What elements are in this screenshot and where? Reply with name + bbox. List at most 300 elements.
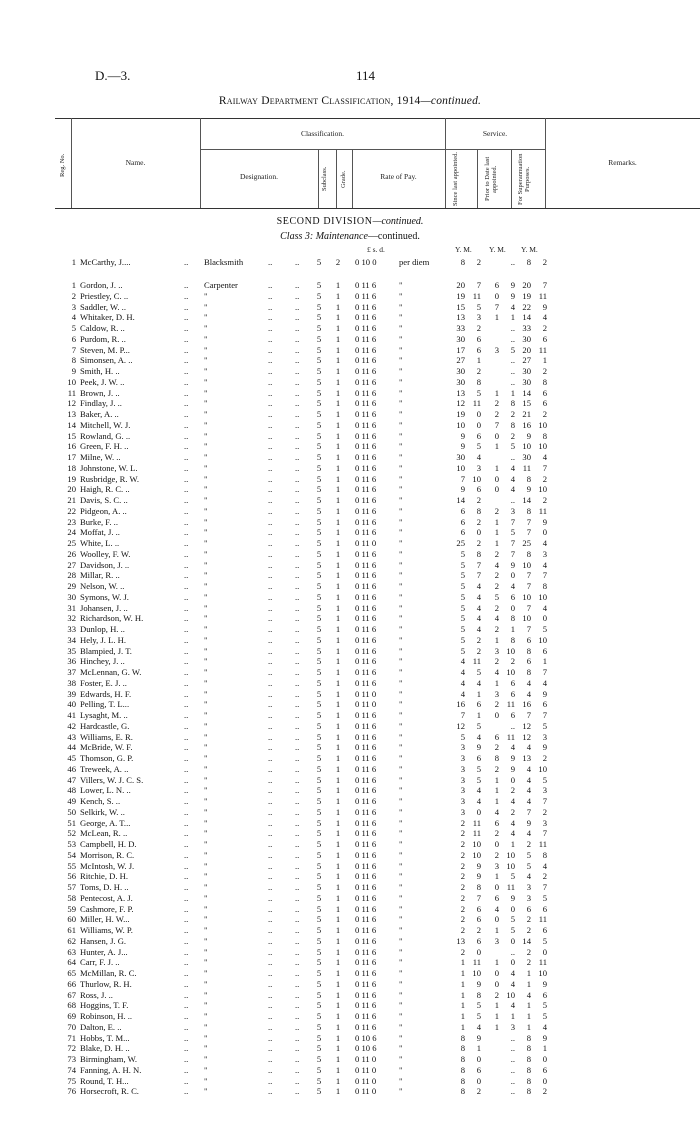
employee-name: Saddler, W. ..	[80, 301, 126, 312]
super-years: 2	[526, 946, 531, 957]
leader-dots: ..	[295, 548, 300, 559]
employee-name: Miller, H. W...	[80, 914, 130, 925]
title-main: Railway Department Classification, 1914	[218, 95, 421, 107]
col-rate: Rate of Pay.	[380, 172, 417, 181]
grade: 1	[335, 548, 341, 559]
leader-dots: ..	[268, 699, 273, 710]
subclass: 5	[316, 828, 322, 839]
leader-dots: ..	[268, 849, 273, 860]
super-months: 5	[542, 1011, 547, 1021]
employee-name: Foster, E. J. ..	[80, 677, 127, 688]
leader-dots: ..	[268, 1086, 273, 1097]
ditto-mark: "	[399, 441, 403, 452]
col-designation: Designation.	[239, 172, 279, 181]
reg-no: 60	[67, 914, 76, 925]
super-years: 1	[526, 1021, 531, 1032]
super-months: 3	[542, 548, 547, 559]
grade: 1	[335, 796, 341, 806]
rate-of-pay: 0 11 6	[355, 323, 377, 333]
super-years: 20	[522, 344, 531, 355]
leader-dots: ..	[268, 419, 273, 430]
table-row	[0, 280, 700, 291]
grade: 1	[335, 323, 341, 333]
since-months: 0	[476, 409, 481, 419]
leader-dots: ..	[184, 914, 189, 925]
since-months: 11	[472, 290, 481, 301]
rate-of-pay: 0 11 6	[355, 548, 377, 559]
subclass: 5	[316, 387, 322, 398]
super-years: 8	[526, 473, 531, 484]
leader-dots: ..	[184, 731, 189, 742]
subclass: 5	[316, 1000, 322, 1011]
rate-of-pay: 0 11 6	[355, 484, 377, 495]
super-years: 1	[526, 978, 531, 989]
since-months: 0	[476, 1054, 481, 1064]
rate-of-pay: 0 11 6	[355, 333, 377, 344]
table-row	[0, 527, 700, 538]
leader-dots: ..	[184, 925, 189, 935]
leader-dots: ..	[295, 957, 300, 968]
table-row	[0, 882, 700, 893]
table-row	[0, 312, 700, 323]
super-months: 4	[542, 860, 547, 871]
since-years: 3	[460, 763, 465, 774]
grade: 1	[335, 871, 341, 882]
grade: 1	[335, 355, 341, 366]
subclass: 5	[316, 280, 322, 290]
ditto-mark: "	[399, 817, 403, 828]
prior-years: 5	[494, 591, 499, 602]
leader-dots: ..	[184, 935, 189, 946]
prior-months: 9	[510, 559, 515, 570]
super-years: 8	[526, 1086, 531, 1097]
table-row	[0, 968, 700, 979]
employee-name: Peek, J. W. ..	[80, 376, 125, 387]
since-years: 12	[456, 720, 465, 731]
leader-dots: ..	[184, 344, 189, 355]
since-years: 6	[460, 527, 465, 538]
reg-no: 25	[67, 538, 76, 548]
since-years: 5	[460, 634, 465, 645]
since-months: 1	[476, 355, 481, 366]
reg-no: 54	[67, 849, 76, 860]
prior-years: 1	[494, 1011, 499, 1021]
table-row	[0, 1000, 700, 1011]
prior-years: 0	[494, 710, 499, 720]
ditto-mark: "	[399, 935, 403, 946]
rate-of-pay: 0 11 6	[355, 1011, 377, 1021]
table-row	[0, 850, 700, 861]
leader-dots: ..	[184, 688, 189, 699]
leader-dots: ..	[295, 366, 300, 376]
leader-dots: ..	[184, 1043, 189, 1054]
prior-months: 2	[510, 806, 515, 817]
leader-dots: ..	[184, 978, 189, 989]
subclass: 5	[316, 505, 322, 516]
super-years: 10	[522, 559, 531, 570]
leader-dots: ..	[184, 817, 189, 828]
super-months: 2	[542, 473, 547, 484]
prior-months: 4	[510, 462, 515, 473]
since-months: 5	[476, 387, 481, 398]
subclass: 5	[316, 753, 322, 763]
ditto-mark: "	[399, 903, 403, 914]
leader-dots: ..	[184, 452, 189, 462]
super-years: 15	[522, 398, 531, 409]
since-years: 13	[456, 935, 465, 946]
since-months: 11	[472, 828, 481, 839]
since-months: 0	[476, 419, 481, 430]
leader-dots: ..	[268, 462, 273, 473]
employee-name: George, A. T...	[80, 817, 131, 828]
reg-no: 74	[67, 1064, 76, 1075]
grade: 1	[335, 667, 341, 677]
employee-name: Williams, E. R.	[80, 731, 133, 742]
employee-name: Moffat, J. ..	[80, 527, 120, 538]
leader-dots: ..	[295, 806, 300, 817]
super-months: 8	[542, 849, 547, 860]
prior-years: 1	[494, 387, 499, 398]
reg-no: 34	[67, 634, 76, 645]
super-years: 6	[526, 656, 531, 667]
super-months: 11	[538, 957, 547, 968]
leader-dots: ..	[184, 720, 189, 731]
subclass: 5	[316, 516, 322, 527]
subclass: 5	[316, 1075, 322, 1086]
reg-no: 48	[67, 785, 76, 796]
super-months: 0	[542, 613, 547, 624]
leader-dots: ..	[184, 548, 189, 559]
super-years: 33	[522, 323, 531, 333]
table-row	[0, 721, 700, 732]
employee-name: Blake, D. H. ..	[80, 1043, 130, 1054]
prior-months: 9	[510, 892, 515, 903]
table-row	[0, 646, 700, 657]
reg-no: 8	[71, 355, 76, 366]
employee-name: McBride, W. F.	[80, 742, 133, 753]
employee-name: McIntosh, W. J.	[80, 860, 135, 871]
super-months: 0	[542, 1054, 547, 1064]
super-months: 11	[538, 344, 547, 355]
grade: 1	[335, 903, 341, 914]
prior-years: 6	[494, 731, 499, 742]
ditto-mark: "	[399, 828, 403, 839]
leader-dots: ..	[268, 742, 273, 753]
leader-dots: ..	[295, 559, 300, 570]
leader-dots: ..	[268, 860, 273, 871]
subclass: 5	[316, 957, 322, 968]
employee-name: Lysaght, M. ..	[80, 710, 128, 720]
grade: 1	[335, 935, 341, 946]
employee-name: Priestley, C. ..	[80, 290, 129, 301]
since-months: 2	[476, 1086, 481, 1097]
table-row	[0, 699, 700, 710]
since-months: 6	[476, 333, 481, 344]
leader-dots: ..	[295, 376, 300, 387]
employee-name: Smith, H. ..	[80, 366, 120, 376]
prior-months: 0	[510, 935, 515, 946]
prior-months: 5	[510, 925, 515, 935]
designation: "	[204, 559, 208, 570]
reg-no: 70	[67, 1021, 76, 1032]
prior-months: 10	[506, 849, 515, 860]
table-row	[0, 452, 700, 463]
leader-dots: ..	[268, 538, 273, 548]
employee-name: Ross, J. ..	[80, 989, 113, 1000]
prior-months: ..	[510, 1043, 515, 1054]
rate-of-pay: 0 11 6	[355, 925, 377, 935]
ditto-mark: "	[399, 624, 403, 634]
employee-name: Green, F. H. ..	[80, 441, 129, 452]
leader-dots: ..	[184, 763, 189, 774]
prior-years: 1	[494, 785, 499, 796]
subclass: 5	[316, 710, 322, 720]
since-years: 2	[460, 892, 465, 903]
since-years: 16	[456, 699, 465, 710]
super-months: 1	[542, 656, 547, 667]
leader-dots: ..	[295, 753, 300, 763]
reg-no: 1	[71, 280, 76, 290]
rate-of-pay: 0 11 6	[355, 290, 377, 301]
since-years: 27	[456, 355, 465, 366]
ditto-mark: "	[399, 892, 403, 903]
super-months: 10	[538, 591, 547, 602]
employee-name: Purdom, R. ..	[80, 333, 126, 344]
subclass: 5	[316, 914, 322, 925]
col-super: For Superannuation Purposes.	[517, 153, 531, 205]
grade: 1	[335, 613, 341, 624]
grade: 1	[335, 828, 341, 839]
leader-dots: ..	[268, 333, 273, 344]
designation: "	[204, 796, 208, 806]
leader-dots: ..	[295, 645, 300, 656]
subclass: 5	[316, 602, 322, 613]
super-years: 7	[526, 581, 531, 591]
leader-dots: ..	[268, 871, 273, 882]
leader-dots: ..	[268, 839, 273, 849]
super-months: 11	[538, 290, 547, 301]
prior-months: ..	[510, 452, 515, 462]
since-years: 4	[460, 677, 465, 688]
prior-months: ..	[510, 1054, 515, 1064]
reg-no: 4	[71, 312, 76, 323]
leader-dots: ..	[295, 527, 300, 538]
employee-name: Campbell, H. D.	[80, 839, 137, 849]
since-years: 9	[460, 430, 465, 441]
table-row	[0, 893, 700, 904]
subclass: 5	[316, 355, 322, 366]
leader-dots: ..	[268, 882, 273, 892]
table-row	[0, 1054, 700, 1065]
reg-no: 63	[67, 946, 76, 957]
super-months: 6	[542, 333, 547, 344]
super-months: 6	[542, 989, 547, 1000]
since-months: 7	[476, 570, 481, 581]
rate-of-pay: 0 11 6	[355, 409, 377, 419]
leader-dots: ..	[295, 430, 300, 441]
rate-of-pay: 0 11 6	[355, 441, 377, 452]
leader-dots: ..	[295, 903, 300, 914]
table-row	[0, 345, 700, 356]
rate-of-pay: 0 11 6	[355, 419, 377, 430]
prior-years: 1	[494, 538, 499, 548]
rate-of-pay: 0 11 0	[355, 1064, 377, 1075]
subclass: 5	[316, 742, 322, 753]
since-years: 1	[460, 957, 465, 968]
super-months: 3	[542, 785, 547, 796]
employee-name: Whitaker, D. H.	[80, 312, 135, 323]
since-years: 13	[456, 312, 465, 323]
prior-months: 10	[506, 860, 515, 871]
leader-dots: ..	[184, 860, 189, 871]
ditto-mark: "	[399, 634, 403, 645]
leader-dots: ..	[295, 613, 300, 624]
reg-no: 44	[67, 742, 76, 753]
super-months: 10	[538, 441, 547, 452]
designation: "	[204, 323, 208, 333]
leader-dots: ..	[295, 882, 300, 892]
table-row	[0, 914, 700, 925]
leader-dots: ..	[295, 946, 300, 957]
super-years: 14	[522, 495, 531, 505]
prior-years: 4	[494, 903, 499, 914]
prior-years: 7	[494, 301, 499, 312]
since-years: 6	[460, 516, 465, 527]
designation: "	[204, 914, 208, 925]
grade: 2	[335, 257, 341, 267]
since-years: 2	[460, 946, 465, 957]
super-years: 3	[526, 882, 531, 892]
leader-dots: ..	[295, 452, 300, 462]
rate-of-pay: 0 11 6	[355, 344, 377, 355]
since-months: 3	[476, 462, 481, 473]
col-remarks: Remarks.	[608, 158, 637, 167]
leader-dots: ..	[184, 398, 189, 409]
since-months: 11	[472, 398, 481, 409]
prior-months: 10	[506, 667, 515, 677]
super-months: 6	[542, 699, 547, 710]
title-suffix: —continued.	[420, 95, 482, 107]
ditto-mark: "	[399, 882, 403, 892]
leader-dots: ..	[295, 323, 300, 333]
since-months: 2	[476, 645, 481, 656]
rate-of-pay: 0 11 6	[355, 473, 377, 484]
employee-name: Robinson, H. ..	[80, 1011, 133, 1021]
prior-years: 1	[494, 1000, 499, 1011]
ditto-mark: "	[399, 957, 403, 968]
since-months: 9	[476, 1032, 481, 1043]
since-months: 9	[476, 871, 481, 882]
table-row	[0, 936, 700, 947]
prior-months: 4	[510, 968, 515, 978]
since-years: 9	[460, 484, 465, 495]
leader-dots: ..	[268, 387, 273, 398]
table-row	[0, 1086, 700, 1097]
ditto-mark: "	[399, 1086, 403, 1097]
ditto-mark: "	[399, 1032, 403, 1043]
super-years: 2	[526, 839, 531, 849]
since-months: 4	[476, 624, 481, 634]
subclass: 5	[316, 645, 322, 656]
leader-dots: ..	[295, 419, 300, 430]
leader-dots: ..	[184, 849, 189, 860]
designation: "	[204, 871, 208, 882]
rate-of-pay: 0 11 6	[355, 763, 377, 774]
designation: "	[204, 1021, 208, 1032]
super-months: 8	[542, 430, 547, 441]
super-years: 1	[526, 1011, 531, 1021]
reg-no: 62	[67, 935, 76, 946]
since-years: 4	[460, 667, 465, 677]
super-months: 9	[542, 978, 547, 989]
subclass: 5	[316, 968, 322, 978]
ditto-mark: "	[399, 387, 403, 398]
table-row	[0, 775, 700, 786]
grade: 1	[335, 785, 341, 796]
leader-dots: ..	[295, 978, 300, 989]
super-months: 6	[542, 645, 547, 656]
prior-years: 2	[494, 505, 499, 516]
table-row	[0, 1043, 700, 1054]
designation: "	[204, 290, 208, 301]
prior-months: 9	[510, 753, 515, 763]
grade: 1	[335, 333, 341, 344]
table-row	[0, 463, 700, 474]
reg-no: 23	[67, 516, 76, 527]
designation: "	[204, 849, 208, 860]
super-years: 8	[526, 667, 531, 677]
ditto-mark: "	[399, 774, 403, 785]
super-years: 27	[522, 355, 531, 366]
grade: 1	[335, 1054, 341, 1064]
leader-dots: ..	[295, 817, 300, 828]
designation: "	[204, 806, 208, 817]
prior-years: 1	[494, 634, 499, 645]
prior-months: 11	[506, 699, 515, 710]
grade: 1	[335, 774, 341, 785]
super-months: 3	[542, 817, 547, 828]
super-years: 4	[526, 989, 531, 1000]
super-months: 6	[542, 903, 547, 914]
designation: "	[204, 677, 208, 688]
ditto-mark: "	[399, 849, 403, 860]
super-years: 7	[526, 527, 531, 538]
designation: "	[204, 774, 208, 785]
prior-years: 0	[494, 882, 499, 892]
subclass: 5	[316, 1011, 322, 1021]
employee-name: Rowland, G. ..	[80, 430, 131, 441]
employee-name: White, L. ..	[80, 538, 120, 548]
super-years: 30	[522, 452, 531, 462]
leader-dots: ..	[184, 1075, 189, 1086]
since-months: 9	[476, 860, 481, 871]
leader-dots: ..	[184, 591, 189, 602]
since-months: 7	[476, 280, 481, 290]
super-years: 7	[526, 570, 531, 581]
grade: 1	[335, 387, 341, 398]
leader-dots: ..	[268, 430, 273, 441]
ditto-mark: "	[399, 1054, 403, 1064]
super-months: 11	[538, 839, 547, 849]
super-months: 10	[538, 968, 547, 978]
grade: 1	[335, 742, 341, 753]
rate-of-pay: 0 11 6	[355, 301, 377, 312]
reg-no: 69	[67, 1011, 76, 1021]
employee-name: Hardcastle, G.	[80, 720, 130, 731]
leader-dots: ..	[295, 677, 300, 688]
leader-dots: ..	[268, 828, 273, 839]
rate-of-pay: 0 11 6	[355, 430, 377, 441]
